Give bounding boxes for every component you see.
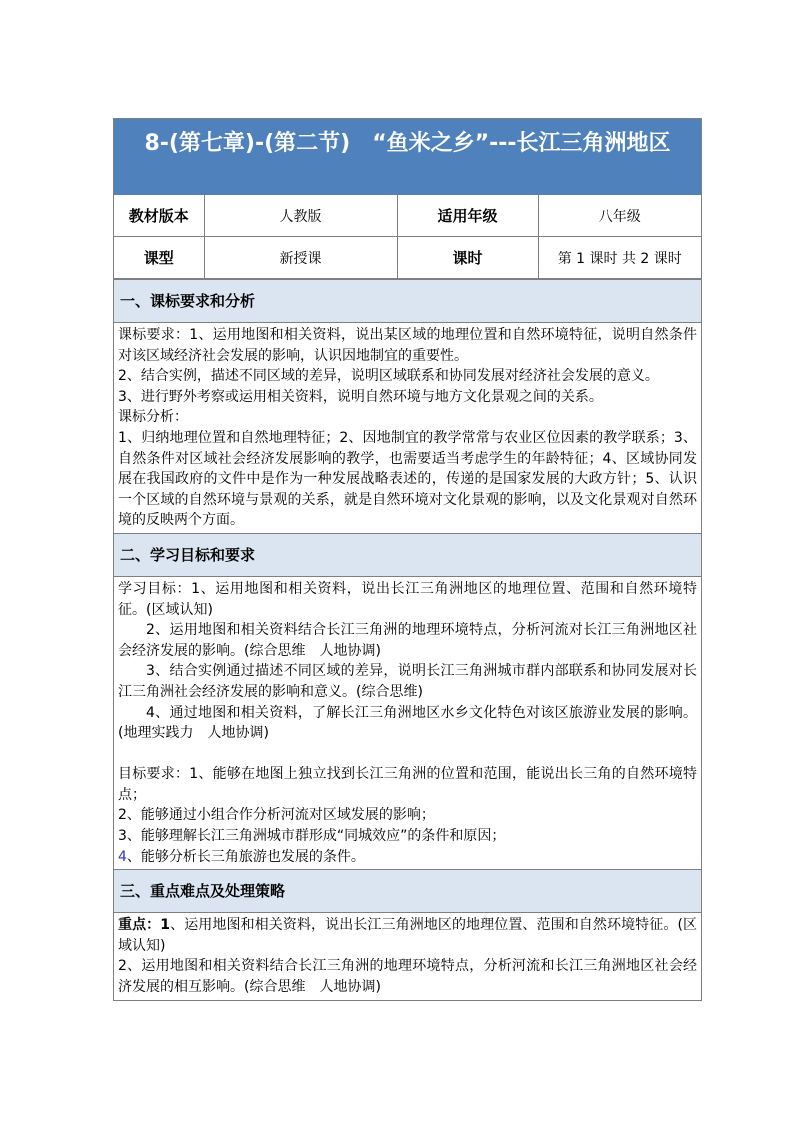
key-point-label: 重点：1: [118, 917, 171, 934]
section-1-line: 课标要求：1、运用地图和相关资料，说出某区域的地理位置和自然环境特征，说明自然条件对该区域经济社会发展的影响，认识因地制宜的重要性。: [118, 327, 697, 364]
key-point-1: [118, 915, 697, 956]
section-3-heading: 三、重点难点及处理策略: [114, 869, 701, 913]
requirement-3: 3、能够理解长江三角洲城市群形成“同城效应”的条件和原因；: [118, 828, 506, 845]
lesson-plan-table: [113, 118, 702, 1001]
requirement-4-number: 4: [118, 848, 127, 865]
section-1-body: [114, 323, 701, 533]
meta-row-2: [114, 237, 701, 279]
requirement-1: 目标要求：1、能够在地图上独立找到长江三角洲的位置和范围，能说出长三角的自然环境特点；: [118, 766, 697, 803]
requirement-4: [118, 847, 697, 868]
requirement-4-text: 、能够分析长三角旅游也发展的条件。: [126, 848, 365, 865]
meta-table: [114, 195, 701, 279]
learning-goal-2: 2、运用地图和相关资料结合长江三角洲的地理环境特点，分析河流对长江三角洲地区社会经济发展的影响。(综合思维 人地协调): [118, 622, 697, 659]
section-1-line: 2、结合实例，描述不同区域的差异，说明区域联系和协同发展对经济社会发展的意义。: [118, 368, 659, 385]
section-1-heading: 一、课标要求和分析: [114, 279, 701, 323]
lesson-type-label: 课型: [114, 237, 204, 279]
page-title: 8-(第七章)-(第二节) “鱼米之乡”---长江三角洲地区: [114, 119, 701, 195]
section-1-line: 3、进行野外考察或运用相关资料，说明自然环境与地方文化景观之间的关系。: [118, 388, 603, 405]
hours-value: 第 1 课时 共 2 课时: [538, 237, 701, 279]
edition-value: 人教版: [204, 195, 397, 237]
hours-label: 课时: [397, 237, 538, 279]
grade-label: 适用年级: [397, 195, 538, 237]
learning-goal-4: 4、通过地图和相关资料，了解长江三角洲地区水乡文化特色对该区旅游业发展的影响。(地理实践力 人地协调): [118, 704, 697, 742]
section-2-body: [114, 577, 701, 869]
learning-goal-3: 3、结合实例通过描述不同区域的差异，说明长江三角洲城市群内部联系和协同发展对长江三角洲社会经济发展的影响和意义。(综合思维): [118, 663, 697, 700]
section-3-body: [114, 913, 701, 999]
lesson-type-value: 新授课: [204, 237, 397, 279]
section-1-line: 1、归纳地理位置和自然地理特征；2、因地制宜的教学常常与农业区位因素的教学联系；3、自然条件对区域社会经济发展影响的教学，也需要适当考虑学生的年龄特征；4、区域协同发展在我国政府的文件中是作为一种发展战略表述的，传递的是国家发展的大政方针；5、认识一个区域的自然环境与景观的关系，就是自然环境对文化景观的影响，以及文化景观对自然环境的反映两个方面。: [118, 429, 697, 529]
learning-goal-1: 学习目标：1、运用地图和相关资料，说出长江三角洲地区的地理位置、范围和自然环境特征。(区域认知): [118, 580, 697, 618]
requirement-2: 2、能够通过小组合作分析河流对区域发展的影响；: [118, 807, 435, 824]
meta-row-1: [114, 195, 701, 237]
grade-value: 八年级: [538, 195, 701, 237]
key-point-2: 2、运用地图和相关资料结合长江三角洲的地理环境特点，分析河流和长江三角洲地区社会经济发展的相互影响。(综合思维 人地协调): [118, 958, 697, 996]
edition-label: 教材版本: [114, 195, 204, 237]
key-point-1-text: 、运用地图和相关资料，说出长江三角洲地区的地理位置、范围和自然环境特征。(区域认知): [118, 917, 697, 954]
section-2-heading: 二、学习目标和要求: [114, 533, 701, 577]
section-1-line: 课标分析：: [118, 409, 188, 426]
spacer: [118, 744, 697, 765]
